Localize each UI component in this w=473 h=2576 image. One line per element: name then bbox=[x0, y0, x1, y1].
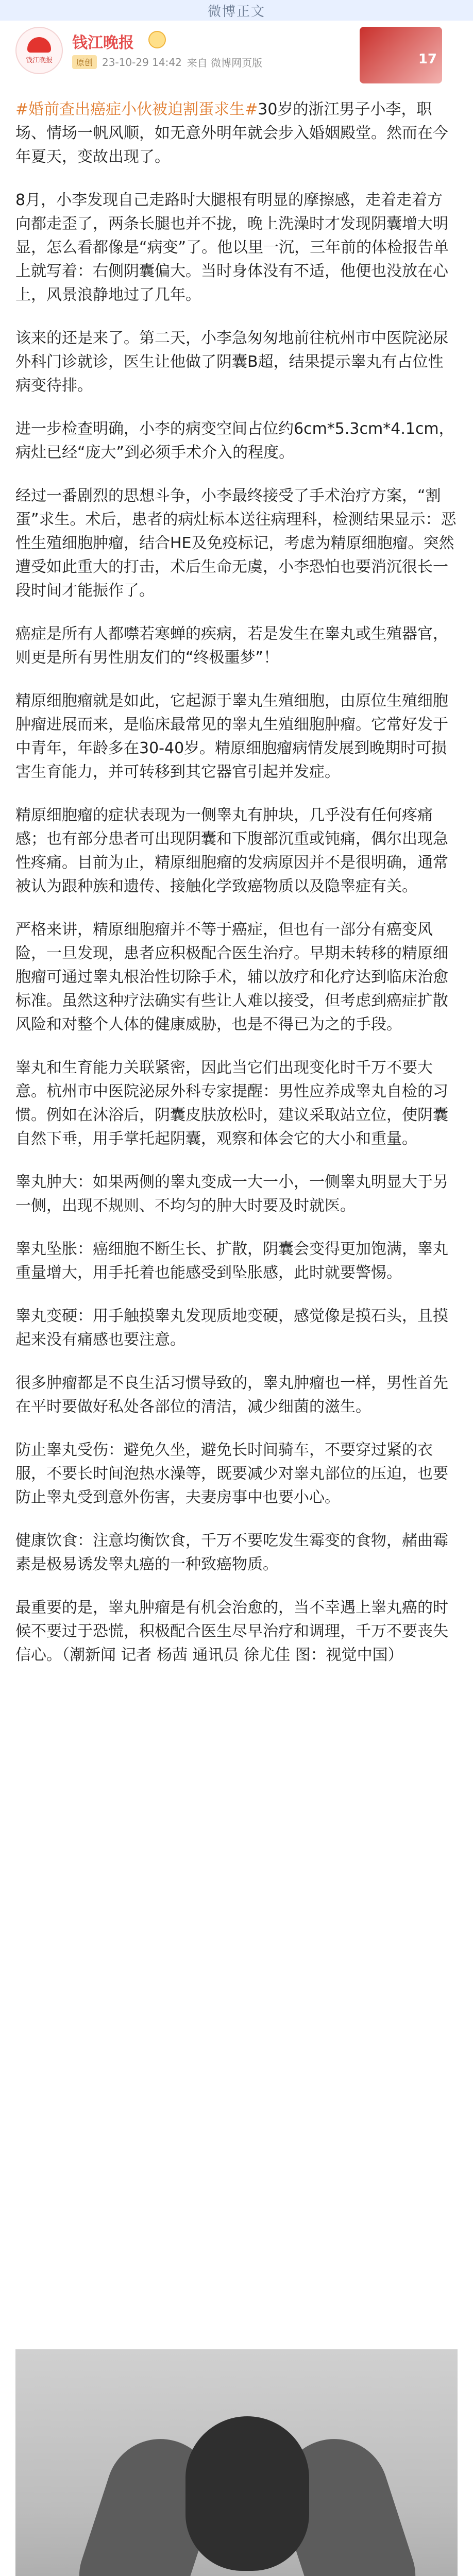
paragraph-2: 8月，小李发现自己走路时大腿根有明显的摩擦感，走着走着方向都走歪了，两条长腿也并不拢，晚上洗澡时才发现阴囊增大明显，怎么看都像是“病变”了。他以里一沉，三年前的体检报告单上就写着：右侧阴囊偏大。当时身体没有不适，他便也没放在心上，风景浪静地过了几年。 bbox=[15, 191, 449, 304]
paragraph-10: 睾丸和生育能力关联紧密，因此当它们出现变化时千万不要大意。杭州市中医院泌尿外科专家提醒：男性应养成睾丸自检的习惯。例如在沐浴后，阴囊皮肤放松时，建议采取站立位，使阴囊自然下垂，用手掌托起阴囊，观察和体会它的大小和重量。 bbox=[15, 1059, 448, 1148]
original-badge: 原创 bbox=[72, 55, 97, 69]
paragraph-3: 该来的还是来了。第二天，小李急匆匆地前往杭州市中医院泌尿外科门诊就诊，医生让他做了阴囊B超，结果提示睾丸有占位性病变待排。 bbox=[15, 329, 448, 395]
paragraph-9: 严格来讲，精原细胞瘤并不等于癌症，但也有一部分有癌变风险，一旦发现，患者应积极配合医生治疗。早期未转移的精原细胞瘤可通过睾丸根治性切除手术，辅以放疗和化疗达到临床治愈标准。虽然这种疗法确实有些让人难以接受，但考虑到癌症扩散风险和对整个人体的健康威胁，也是不得已为之的手段。 bbox=[15, 921, 448, 1033]
account-name[interactable]: 钱江晚报 bbox=[72, 34, 134, 52]
page-title: 微博正文 bbox=[207, 4, 265, 20]
timestamp: 23-10-29 14:42 bbox=[102, 56, 182, 69]
paragraph-1-text: 30岁的浙江男子小李，职场、情场一帆风顺，如无意外明年就会步入婚姻殿堂。然而在今年夏天，变故出现了。 bbox=[15, 100, 448, 166]
paragraph-5: 经过一番剧烈的思想斗争，小李最终接受了手术治疗方案，“割蛋”求生。术后，患者的病灶标本送往病理科，检测结果显示：恶性生殖细胞肿瘤，结合HE及免疫标记，考虑为精原细胞瘤。突然遭受如此重大的打击，术后生命无虞，小李恐怕也要消沉很长一段时间才能振作了。 bbox=[15, 487, 457, 600]
source: 来自 微博网页版 bbox=[187, 57, 263, 69]
banner-text: 17 bbox=[418, 52, 437, 67]
paragraph-15: 防止睾丸受伤：避免久坐，避免长时间骑车，不要穿过紧的衣服，不要长时间泡热水澡等，既要减少对睾丸部位的压迫，也要防止睾丸受到意外伤害，夫妻房事中也要小心。 bbox=[15, 1441, 448, 1506]
paragraph-8: 精原细胞瘤的症状表现为一侧睾丸有肿块，几乎没有任何疼痛感；也有部分患者可出现阴囊和下腹部沉重或钝痛，偶尔出现急性疼痛。目前为止，精原细胞瘤的发病原因并不是很明确，通常被认为跟种族和遗传、接触化学致癌物质以及隐睾症有关。 bbox=[15, 806, 448, 895]
avatar-label: 钱江晚报 bbox=[25, 56, 53, 64]
paragraph-13: 睾丸变硬：用手触摸睾丸发现质地变硬，感觉像是摸石头，且摸起来没有痛感也要注意。 bbox=[15, 1307, 448, 1349]
logo-icon bbox=[27, 37, 51, 53]
hashtag-link[interactable]: #婚前查出癌症小伙被迫割蛋求生# bbox=[15, 100, 258, 118]
post-meta bbox=[72, 55, 262, 70]
post-header bbox=[0, 21, 473, 88]
avatar[interactable] bbox=[15, 27, 63, 74]
post-content bbox=[15, 98, 458, 1687]
paragraph-11: 睾丸肿大：如果两侧的睾丸变成一大一小，一侧睾丸明显大于另一侧，出现不规则、不均匀的肿大时要及时就医。 bbox=[15, 1173, 448, 1215]
paragraph-16: 健康饮食：注意均衡饮食，千万不要吃发生霉变的食物，赭曲霉素是极易诱发睾丸癌的一种致癌物质。 bbox=[15, 1532, 448, 1573]
paragraph-6: 癌症是所有人都噤若寒蝉的疾病，若是发生在睾丸或生殖器官，则更是所有男性朋友们的“终极噩梦”！ bbox=[15, 625, 448, 667]
photo-head bbox=[185, 2416, 309, 2571]
paragraph-4: 进一步检查明确，小李的病变空间占位约6cm*5.3cm*4.1cm，病灶已经“庞大”到必须手术介入的程度。 bbox=[15, 420, 454, 462]
paragraph-12: 睾丸坠胀：癌细胞不断生长、扩散，阴囊会变得更加饱满，睾丸重量增大，用手托着也能感受到坠胀感，此时就要警惕。 bbox=[15, 1240, 448, 1282]
paragraph-17: 最重要的是，睾丸肿瘤是有机会治愈的，当不幸遇上睾丸癌的时候不要过于恐慌，积极配合医生尽早治疗和调理，千万不要丧失信心。（潮新闻 记者 杨茜 通讯员 徐尤佳 图：视觉中国） bbox=[15, 1599, 448, 1664]
verified-icon bbox=[148, 31, 166, 48]
paragraph-7: 精原细胞瘤就是如此，它起源于睾丸生殖细胞，由原位生殖细胞肿瘤进展而来，是临床最常见的睾丸生殖细胞肿瘤。它常好发于中青年，年龄多在30-40岁。精原细胞瘤病情发展到晚期时可损害生育能力，并可转移到其它器官引起并发症。 bbox=[15, 692, 448, 781]
paragraph-14: 很多肿瘤都是不良生活习惯导致的，睾丸肿瘤也一样，男性首先在平时要做好私处各部位的清洁，减少细菌的滋生。 bbox=[15, 1374, 448, 1416]
paragraph-1 bbox=[15, 98, 458, 169]
top-bar bbox=[0, 0, 473, 21]
post-image[interactable] bbox=[15, 2349, 458, 2576]
